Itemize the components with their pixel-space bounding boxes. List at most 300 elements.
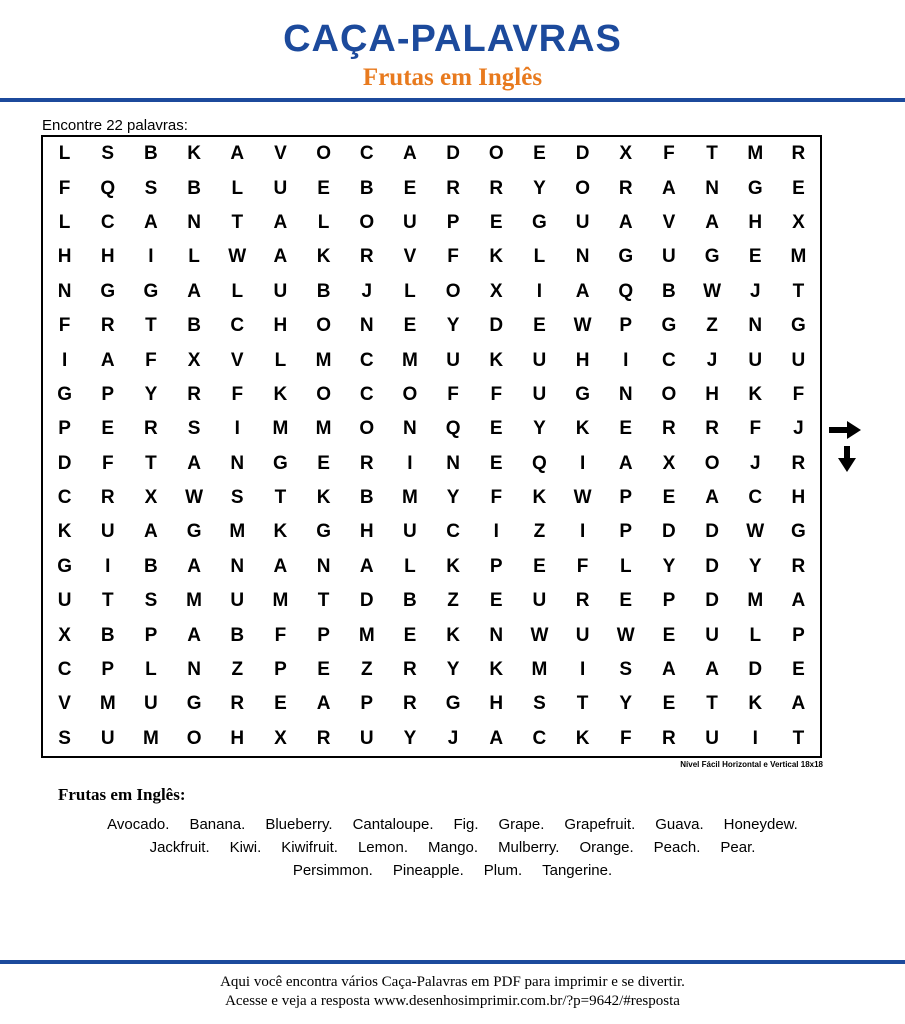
grid-letter[interactable]: E xyxy=(533,555,546,577)
grid-letter[interactable]: T xyxy=(101,590,114,612)
grid-letter[interactable]: M xyxy=(790,246,807,268)
grid-letter[interactable]: D xyxy=(705,521,719,543)
grid-letter[interactable]: Y xyxy=(403,727,417,749)
grid-letter[interactable]: M xyxy=(272,418,289,440)
grid-letter[interactable]: E xyxy=(403,315,417,337)
grid-letter[interactable]: R xyxy=(403,693,417,715)
grid-letter[interactable]: C xyxy=(359,143,374,165)
grid-letter[interactable]: A xyxy=(662,177,676,199)
grid-letter[interactable]: E xyxy=(792,659,805,681)
grid-letter[interactable]: F xyxy=(663,143,675,165)
grid-letter[interactable]: O xyxy=(316,383,331,405)
grid-letter[interactable]: E xyxy=(662,624,676,646)
grid-letter[interactable]: M xyxy=(747,590,764,612)
grid-letter[interactable]: H xyxy=(575,349,590,371)
grid-letter[interactable]: Y xyxy=(446,315,460,337)
grid-letter[interactable]: M xyxy=(358,624,375,646)
grid-letter[interactable]: K xyxy=(446,555,460,577)
grid-letter[interactable]: A xyxy=(705,487,719,509)
grid-letter[interactable]: U xyxy=(446,349,460,371)
grid-letter[interactable]: O xyxy=(661,383,677,405)
grid-letter[interactable]: W xyxy=(746,521,765,543)
grid-letter[interactable]: X xyxy=(187,349,201,371)
grid-letter[interactable]: P xyxy=(619,487,633,509)
grid-letter[interactable]: H xyxy=(359,521,374,543)
grid-letter[interactable]: U xyxy=(57,590,72,612)
grid-letter[interactable]: B xyxy=(316,280,331,302)
grid-letter[interactable]: L xyxy=(533,246,546,268)
grid-letter[interactable]: D xyxy=(662,521,676,543)
grid-letter[interactable]: U xyxy=(230,590,245,612)
grid-letter[interactable]: T xyxy=(231,211,244,233)
grid-letter[interactable]: O xyxy=(186,727,202,749)
grid-letter[interactable]: M xyxy=(272,590,289,612)
grid-letter[interactable]: X xyxy=(489,280,503,302)
grid-letter[interactable]: Z xyxy=(231,659,244,681)
grid-letter[interactable]: T xyxy=(792,727,805,749)
grid-letter[interactable]: E xyxy=(662,693,676,715)
grid-letter[interactable]: B xyxy=(662,280,676,302)
grid-letter[interactable]: W xyxy=(573,487,592,509)
grid-letter[interactable]: F xyxy=(447,246,459,268)
grid-letter[interactable]: K xyxy=(316,487,331,509)
grid-letter[interactable]: N xyxy=(403,418,417,440)
grid-letter[interactable]: X xyxy=(662,452,676,474)
grid-letter[interactable]: R xyxy=(791,555,806,577)
grid-letter[interactable]: T xyxy=(576,693,589,715)
grid-letter[interactable]: S xyxy=(230,487,244,509)
grid-letter[interactable]: Z xyxy=(533,521,546,543)
grid-letter[interactable]: E xyxy=(533,143,546,165)
grid-letter[interactable]: E xyxy=(748,246,762,268)
grid-letter[interactable]: J xyxy=(706,349,718,371)
grid-letter[interactable]: U xyxy=(575,624,590,646)
grid-letter[interactable]: K xyxy=(489,659,504,681)
grid-letter[interactable]: F xyxy=(58,177,71,199)
grid-letter[interactable]: B xyxy=(187,177,201,199)
grid-letter[interactable]: B xyxy=(100,624,115,646)
grid-letter[interactable]: P xyxy=(619,521,633,543)
grid-letter[interactable]: Y xyxy=(662,555,676,577)
grid-letter[interactable]: E xyxy=(403,624,417,646)
grid-letter[interactable]: S xyxy=(144,177,158,199)
grid-letter[interactable]: G xyxy=(704,246,720,268)
grid-letter[interactable]: E xyxy=(317,659,330,681)
grid-letter[interactable]: A xyxy=(403,143,417,165)
grid-letter[interactable]: R xyxy=(489,177,504,199)
grid-letter[interactable]: A xyxy=(100,349,115,371)
grid-letter[interactable]: N xyxy=(316,555,331,577)
grid-letter[interactable]: W xyxy=(185,487,204,509)
grid-letter[interactable]: O xyxy=(704,452,720,474)
grid-letter[interactable]: A xyxy=(705,211,719,233)
grid-letter[interactable]: H xyxy=(100,246,115,268)
grid-letter[interactable]: O xyxy=(316,315,331,337)
grid-letter[interactable]: H xyxy=(705,383,719,405)
grid-letter[interactable]: W xyxy=(530,624,549,646)
grid-letter[interactable]: I xyxy=(752,727,758,749)
grid-letter[interactable]: D xyxy=(57,452,72,474)
grid-letter[interactable]: N xyxy=(748,315,763,337)
grid-letter[interactable]: F xyxy=(576,555,589,577)
grid-letter[interactable]: F xyxy=(58,315,71,337)
grid-letter[interactable]: O xyxy=(402,383,418,405)
grid-letter[interactable]: X xyxy=(274,727,287,749)
grid-letter[interactable]: V xyxy=(230,349,244,371)
grid-letter[interactable]: L xyxy=(145,659,157,681)
grid-letter[interactable]: K xyxy=(575,727,590,749)
grid-letter[interactable]: U xyxy=(403,211,417,233)
grid-letter[interactable]: G xyxy=(316,521,331,543)
grid-letter[interactable]: K xyxy=(575,418,590,440)
grid-letter[interactable]: P xyxy=(446,211,460,233)
grid-letter[interactable]: K xyxy=(748,693,763,715)
grid-letter[interactable]: A xyxy=(316,693,331,715)
grid-letter[interactable]: U xyxy=(403,521,417,543)
grid-letter[interactable]: N xyxy=(57,280,72,302)
grid-letter[interactable]: F xyxy=(490,383,503,405)
grid-letter[interactable]: G xyxy=(532,211,547,233)
grid-letter[interactable]: I xyxy=(579,452,586,474)
grid-letter[interactable]: D xyxy=(705,590,719,612)
grid-letter[interactable]: C xyxy=(446,521,460,543)
grid-letter[interactable]: S xyxy=(144,590,158,612)
grid-letter[interactable]: P xyxy=(101,383,115,405)
grid-letter[interactable]: B xyxy=(359,487,374,509)
grid-letter[interactable]: G xyxy=(143,280,159,302)
grid-letter[interactable]: G xyxy=(273,452,288,474)
grid-letter[interactable]: Y xyxy=(446,659,460,681)
grid-letter[interactable]: E xyxy=(489,452,503,474)
grid-letter[interactable]: L xyxy=(749,624,762,646)
grid-letter[interactable]: G xyxy=(747,177,763,199)
grid-letter[interactable]: O xyxy=(316,143,331,165)
grid-letter[interactable]: U xyxy=(273,280,288,302)
grid-letter[interactable]: I xyxy=(61,349,68,371)
grid-letter[interactable]: N xyxy=(187,659,201,681)
grid-letter[interactable]: S xyxy=(619,659,633,681)
grid-letter[interactable]: U xyxy=(532,383,547,405)
grid-letter[interactable]: N xyxy=(705,177,719,199)
grid-letter[interactable]: C xyxy=(100,211,115,233)
grid-letter[interactable]: U xyxy=(532,590,547,612)
grid-letter[interactable]: I xyxy=(623,349,629,371)
grid-letter[interactable]: M xyxy=(402,487,418,509)
grid-letter[interactable]: X xyxy=(792,211,805,233)
grid-letter[interactable]: G xyxy=(186,521,202,543)
grid-letter[interactable]: B xyxy=(230,624,245,646)
grid-letter[interactable]: Y xyxy=(533,177,546,199)
grid-letter[interactable]: R xyxy=(359,246,374,268)
grid-letter[interactable]: A xyxy=(273,211,288,233)
grid-letter[interactable]: N xyxy=(446,452,460,474)
grid-letter[interactable]: F xyxy=(447,383,459,405)
grid-letter[interactable]: R xyxy=(618,177,633,199)
grid-letter[interactable]: K xyxy=(748,383,763,405)
grid-letter[interactable]: F xyxy=(792,383,805,405)
grid-letter[interactable]: U xyxy=(273,177,288,199)
grid-letter[interactable]: U xyxy=(144,693,158,715)
grid-letter[interactable]: K xyxy=(187,143,201,165)
grid-letter[interactable]: E xyxy=(317,452,330,474)
grid-letter[interactable]: R xyxy=(187,383,201,405)
grid-letter[interactable]: B xyxy=(359,177,374,199)
grid-letter[interactable]: M xyxy=(747,143,764,165)
grid-letter[interactable]: R xyxy=(446,177,460,199)
grid-letter[interactable]: X xyxy=(58,624,71,646)
grid-letter[interactable]: M xyxy=(531,659,548,681)
grid-letter[interactable]: W xyxy=(703,280,722,302)
grid-letter[interactable]: A xyxy=(187,555,201,577)
grid-letter[interactable]: Z xyxy=(447,590,459,612)
grid-letter[interactable]: S xyxy=(533,693,546,715)
grid-letter[interactable]: L xyxy=(404,280,416,302)
grid-letter[interactable]: H xyxy=(748,211,763,233)
grid-letter[interactable]: G xyxy=(57,383,72,405)
grid-letter[interactable]: K xyxy=(489,349,504,371)
grid-letter[interactable]: J xyxy=(749,452,761,474)
grid-letter[interactable]: P xyxy=(317,624,330,646)
grid-letter[interactable]: I xyxy=(234,418,240,440)
grid-letter[interactable]: F xyxy=(101,452,114,474)
grid-letter[interactable]: L xyxy=(231,177,244,199)
grid-letter[interactable]: U xyxy=(748,349,763,371)
grid-letter[interactable]: Z xyxy=(706,315,718,337)
grid-letter[interactable]: P xyxy=(274,659,287,681)
grid-letter[interactable]: K xyxy=(273,383,288,405)
grid-letter[interactable]: P xyxy=(792,624,805,646)
grid-letter[interactable]: K xyxy=(446,624,460,646)
grid-letter[interactable]: C xyxy=(359,349,374,371)
grid-letter[interactable]: L xyxy=(274,349,287,371)
grid-letter[interactable]: L xyxy=(58,211,71,233)
grid-letter[interactable]: R xyxy=(100,315,115,337)
grid-letter[interactable]: R xyxy=(144,418,158,440)
grid-letter[interactable]: B xyxy=(187,315,201,337)
grid-letter[interactable]: O xyxy=(575,177,590,199)
grid-letter[interactable]: M xyxy=(402,349,418,371)
grid-letter[interactable]: Z xyxy=(360,659,373,681)
grid-letter[interactable]: T xyxy=(792,280,805,302)
grid-letter[interactable]: G xyxy=(445,693,461,715)
grid-letter[interactable]: D xyxy=(446,143,460,165)
grid-letter[interactable]: N xyxy=(230,452,245,474)
grid-letter[interactable]: K xyxy=(273,521,288,543)
grid-letter[interactable]: F xyxy=(490,487,503,509)
grid-letter[interactable]: L xyxy=(58,143,71,165)
grid-letter[interactable]: E xyxy=(619,418,633,440)
grid-letter[interactable]: C xyxy=(230,315,245,337)
grid-letter[interactable]: R xyxy=(100,487,115,509)
grid-letter[interactable]: V xyxy=(662,211,676,233)
grid-letter[interactable]: A xyxy=(618,211,633,233)
grid-letter[interactable]: Y xyxy=(446,487,460,509)
grid-letter[interactable]: F xyxy=(619,727,632,749)
grid-letter[interactable]: C xyxy=(57,659,72,681)
grid-letter[interactable]: W xyxy=(573,315,592,337)
grid-letter[interactable]: P xyxy=(144,624,158,646)
grid-letter[interactable]: G xyxy=(791,521,806,543)
grid-letter[interactable]: T xyxy=(706,143,718,165)
grid-letter[interactable]: K xyxy=(489,246,504,268)
grid-letter[interactable]: K xyxy=(57,521,72,543)
grid-letter[interactable]: R xyxy=(662,418,676,440)
grid-letter[interactable]: P xyxy=(489,555,503,577)
grid-letter[interactable]: G xyxy=(575,383,590,405)
grid-letter[interactable]: U xyxy=(791,349,806,371)
grid-letter[interactable]: F xyxy=(145,349,157,371)
grid-letter[interactable]: U xyxy=(532,349,547,371)
grid-letter[interactable]: A xyxy=(618,452,633,474)
grid-letter[interactable]: H xyxy=(57,246,72,268)
grid-letter[interactable]: L xyxy=(188,246,200,268)
grid-letter[interactable]: T xyxy=(317,590,330,612)
grid-letter[interactable]: H xyxy=(230,727,245,749)
grid-letter[interactable]: P xyxy=(662,590,676,612)
grid-letter[interactable]: M xyxy=(99,693,116,715)
grid-letter[interactable]: P xyxy=(101,659,115,681)
grid-letter[interactable]: J xyxy=(361,280,373,302)
grid-letter[interactable]: P xyxy=(360,693,374,715)
grid-letter[interactable]: N xyxy=(187,211,201,233)
grid-letter[interactable]: K xyxy=(532,487,547,509)
grid-letter[interactable]: J xyxy=(749,280,761,302)
grid-letter[interactable]: O xyxy=(359,418,375,440)
grid-letter[interactable]: A xyxy=(230,143,245,165)
grid-letter[interactable]: O xyxy=(488,143,504,165)
grid-letter[interactable]: I xyxy=(579,659,586,681)
grid-letter[interactable]: Y xyxy=(533,418,546,440)
grid-letter[interactable]: L xyxy=(404,555,416,577)
grid-letter[interactable]: Q xyxy=(532,452,547,474)
grid-letter[interactable]: U xyxy=(662,246,676,268)
grid-letter[interactable]: Y xyxy=(748,555,762,577)
grid-letter[interactable]: M xyxy=(186,590,202,612)
grid-letter[interactable]: R xyxy=(662,727,676,749)
grid-letter[interactable]: M xyxy=(143,727,159,749)
grid-letter[interactable]: X xyxy=(619,143,633,165)
grid-letter[interactable]: R xyxy=(359,452,374,474)
grid-letter[interactable]: U xyxy=(100,727,115,749)
grid-letter[interactable]: N xyxy=(230,555,245,577)
grid-letter[interactable]: F xyxy=(274,624,287,646)
grid-letter[interactable]: E xyxy=(792,177,805,199)
grid-letter[interactable]: A xyxy=(273,555,288,577)
grid-letter[interactable]: T xyxy=(706,693,718,715)
grid-letter[interactable]: T xyxy=(145,315,157,337)
grid-letter[interactable]: H xyxy=(791,487,806,509)
grid-letter[interactable]: E xyxy=(619,590,633,612)
grid-letter[interactable]: G xyxy=(618,246,634,268)
grid-letter[interactable]: L xyxy=(619,555,632,577)
grid-letter[interactable]: L xyxy=(231,280,244,302)
grid-letter[interactable]: E xyxy=(317,177,330,199)
grid-letter[interactable]: U xyxy=(705,727,719,749)
grid-letter[interactable]: A xyxy=(187,452,201,474)
grid-letter[interactable]: Y xyxy=(144,383,158,405)
grid-letter[interactable]: U xyxy=(705,624,719,646)
grid-letter[interactable]: W xyxy=(616,624,635,646)
grid-letter[interactable]: A xyxy=(575,280,590,302)
grid-letter[interactable]: O xyxy=(359,211,375,233)
grid-letter[interactable]: C xyxy=(532,727,547,749)
grid-letter[interactable]: M xyxy=(229,521,246,543)
grid-letter[interactable]: A xyxy=(144,521,158,543)
grid-letter[interactable]: V xyxy=(403,246,417,268)
grid-letter[interactable]: U xyxy=(100,521,115,543)
grid-letter[interactable]: A xyxy=(359,555,374,577)
grid-letter[interactable]: D xyxy=(705,555,719,577)
grid-letter[interactable]: W xyxy=(228,246,247,268)
grid-letter[interactable]: R xyxy=(403,659,417,681)
grid-letter[interactable]: Q xyxy=(618,280,634,302)
grid-letter[interactable]: B xyxy=(144,555,158,577)
grid-letter[interactable]: R xyxy=(791,452,806,474)
grid-letter[interactable]: A xyxy=(705,659,719,681)
grid-letter[interactable]: A xyxy=(791,590,806,612)
grid-letter[interactable]: U xyxy=(359,727,374,749)
grid-letter[interactable]: B xyxy=(144,143,158,165)
grid-letter[interactable]: D xyxy=(748,659,763,681)
grid-letter[interactable]: I xyxy=(493,521,499,543)
grid-letter[interactable]: C xyxy=(359,383,374,405)
grid-letter[interactable]: A xyxy=(187,280,201,302)
grid-letter[interactable]: R xyxy=(575,590,590,612)
grid-letter[interactable]: G xyxy=(100,280,116,302)
grid-letter[interactable]: T xyxy=(145,452,157,474)
grid-letter[interactable]: C xyxy=(662,349,676,371)
grid-letter[interactable]: K xyxy=(316,246,331,268)
grid-letter[interactable]: E xyxy=(489,418,503,440)
grid-letter[interactable]: Q xyxy=(100,177,116,199)
grid-letter[interactable]: E xyxy=(403,177,417,199)
grid-letter[interactable]: P xyxy=(619,315,633,337)
grid-letter[interactable]: N xyxy=(618,383,633,405)
grid-letter[interactable]: I xyxy=(579,521,586,543)
grid-letter[interactable]: R xyxy=(791,143,806,165)
grid-letter[interactable]: M xyxy=(315,349,332,371)
grid-letter[interactable]: A xyxy=(273,246,288,268)
grid-letter[interactable]: J xyxy=(793,418,804,440)
grid-letter[interactable]: Q xyxy=(445,418,461,440)
grid-letter[interactable]: T xyxy=(274,487,287,509)
grid-letter[interactable]: E xyxy=(489,211,503,233)
grid-letter[interactable]: R xyxy=(230,693,245,715)
grid-letter[interactable]: J xyxy=(447,727,459,749)
grid-letter[interactable]: E xyxy=(662,487,676,509)
grid-letter[interactable]: S xyxy=(58,727,71,749)
grid-letter[interactable]: I xyxy=(148,246,154,268)
grid-letter[interactable]: S xyxy=(101,143,115,165)
grid-letter[interactable]: N xyxy=(575,246,590,268)
grid-letter[interactable]: A xyxy=(187,624,201,646)
grid-letter[interactable]: I xyxy=(536,280,543,302)
grid-letter[interactable]: C xyxy=(57,487,72,509)
grid-letter[interactable]: A xyxy=(662,659,676,681)
grid-letter[interactable]: L xyxy=(317,211,330,233)
grid-letter[interactable]: F xyxy=(231,383,244,405)
grid-letter[interactable]: D xyxy=(575,143,590,165)
grid-letter[interactable]: C xyxy=(748,487,763,509)
grid-letter[interactable]: H xyxy=(489,693,504,715)
grid-letter[interactable]: H xyxy=(273,315,288,337)
grid-letter[interactable]: D xyxy=(359,590,374,612)
grid-letter[interactable]: B xyxy=(403,590,417,612)
grid-letter[interactable]: I xyxy=(407,452,413,474)
grid-letter[interactable]: P xyxy=(58,418,71,440)
grid-letter[interactable]: A xyxy=(144,211,158,233)
grid-letter[interactable]: G xyxy=(661,315,677,337)
